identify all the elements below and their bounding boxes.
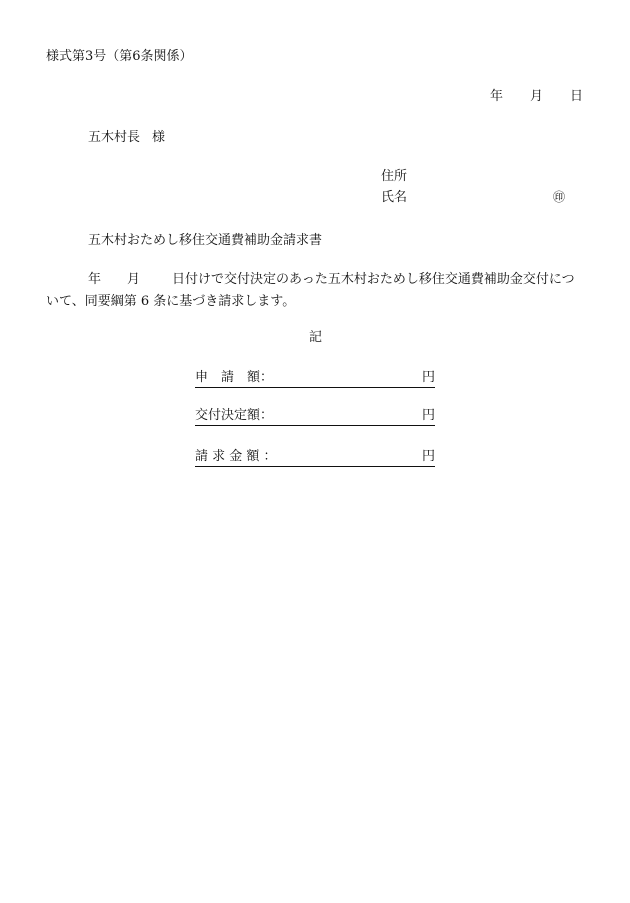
body-paragraph	[46, 269, 584, 313]
date-year: 年	[490, 89, 504, 104]
amount-label: 請 求 金 額 ：	[195, 449, 277, 464]
document-title: 五木村おためし移住交通費補助金請求書	[88, 233, 323, 248]
seal-mark: ㊞	[553, 190, 566, 204]
body-line-2: いて、同要綱第 6 条に基づき請求します。	[46, 294, 296, 309]
body-month: 月	[127, 272, 141, 287]
date-day: 日	[570, 89, 584, 104]
recipient	[88, 131, 165, 144]
body-year: 年	[88, 272, 102, 287]
amount-label: 申 請 額：	[195, 370, 274, 385]
yen-unit: 円	[421, 408, 435, 423]
name-label: 氏名	[381, 190, 408, 205]
ki-heading: 記	[309, 330, 323, 345]
amount-row-application	[195, 371, 435, 389]
amount-row-decision	[195, 409, 435, 427]
amount-row-request	[195, 450, 435, 468]
date-month: 月	[530, 89, 544, 104]
yen-unit: 円	[421, 449, 435, 464]
body-line-1-text: 日付けで交付決定のあった五木村おためし移住交通費補助金交付につ	[172, 272, 575, 287]
amount-underline	[195, 425, 435, 426]
body-line-1	[46, 269, 584, 291]
date-line	[490, 90, 583, 103]
address-label: 住所	[381, 169, 408, 184]
yen-unit: 円	[421, 370, 435, 385]
form-number: 様式第3号（第6条関係）	[46, 49, 193, 64]
amount-label: 交付決定額：	[195, 408, 274, 423]
recipient-honorific: 様	[152, 130, 166, 145]
recipient-name: 五木村長	[88, 130, 141, 145]
amount-underline	[195, 387, 435, 388]
amount-underline	[195, 466, 435, 467]
